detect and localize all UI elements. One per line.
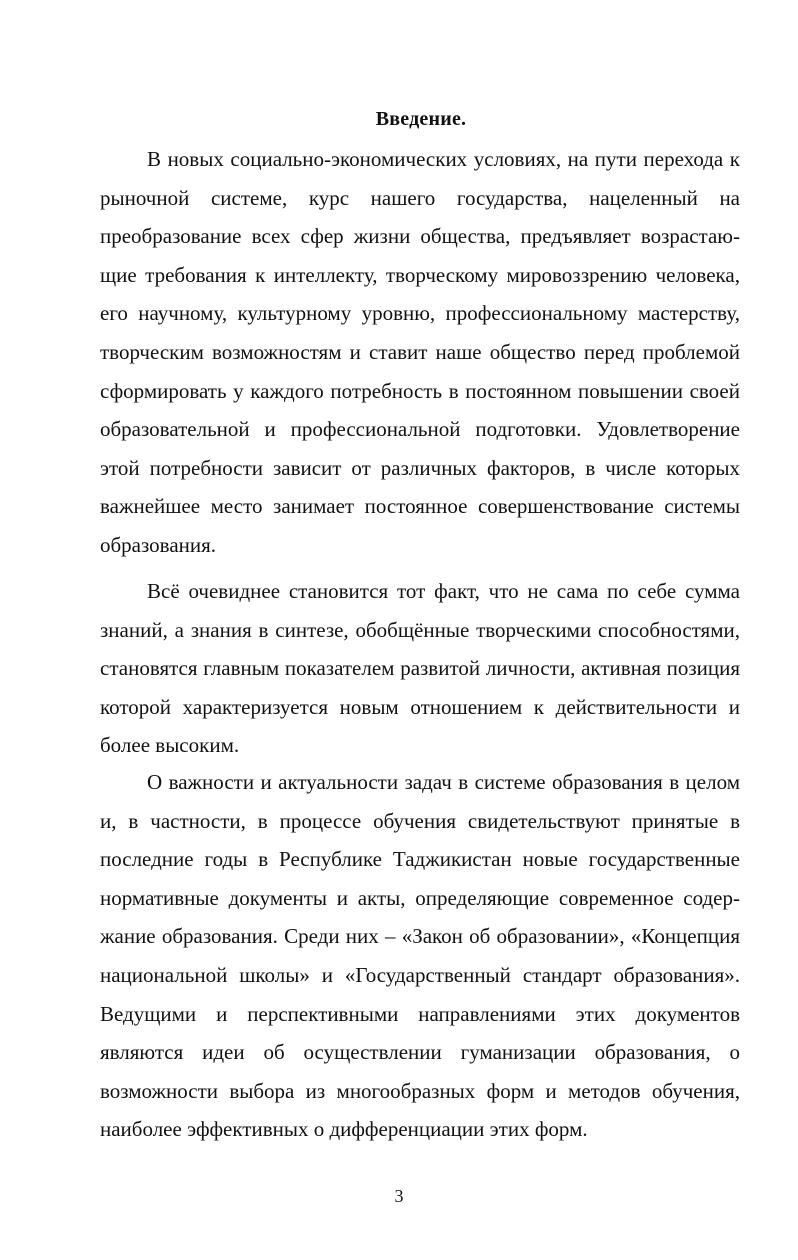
paragraph-2: Всё очевиднее становится тот факт, что не сама по себе сумма знаний, а знания в синтезе, обобщённые творческими способностями, становятся главным показателем развитой личности, активная позиция которой характеризуется новым отношением к действительности и более высоким. [100, 579, 740, 758]
paragraph-1: В новых социально-экономических условиях, на пути перехода к рыночной системе, курс нашего государства, нацеленный на преобразование всех сфер жизни общества, предъявляет возрастающие требования к интеллекту, творческому мировоззрению человека, его научному, культурному уровню, профессиональному мастерству, творческим возможностям и ставит наше общество перед проблемой сформировать у каждого потребность в постоянном повышении своей образовательной и профессиональной подготовки. Удовлетворение этой потребности зависит от различных факторов, в числе которых важнейшее место занимает постоянное совершенствование системы образования. [100, 147, 740, 557]
heading-text: Введение. [375, 108, 467, 130]
page-number: 3 [394, 1186, 404, 1206]
section-heading [0, 108, 798, 131]
paragraph-3: О важности и актуальности задач в системе образования в целом и, в частности, в процессе обучения свидетельствуют принятые в последние годы в Республике Таджикистан новые государственные нормативные документы и акты, определяющие современное содержание образования. Среди них – «Закон об образовании», «Концепция национальной школы» и «Государственный стандарт образования». Ведущими и перспективными направлениями этих документов являются идеи об осуществлении гуманизации образования, о возможности выбора из многообразных форм и методов обучения, наиболее эффективных о дифференциации этих форм. [100, 770, 740, 1142]
